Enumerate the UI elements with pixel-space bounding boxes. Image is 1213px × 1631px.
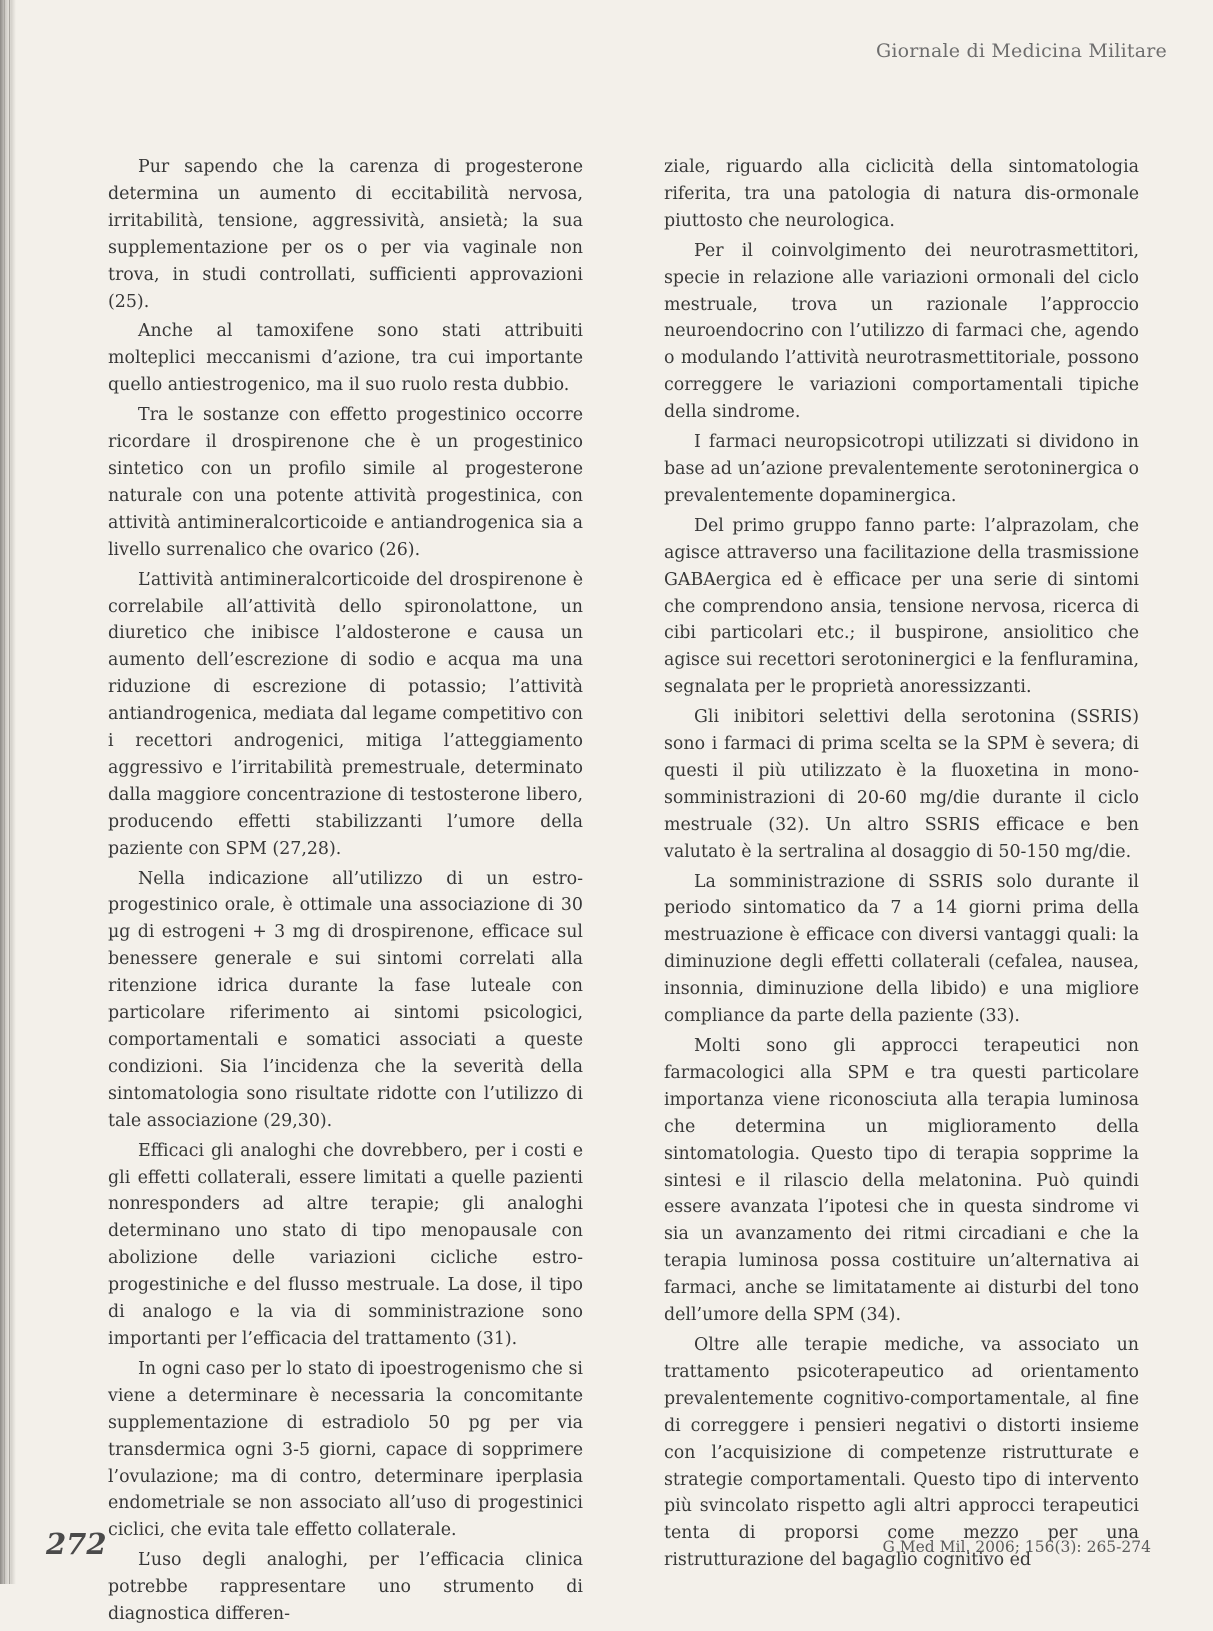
page-number: 272 xyxy=(46,1527,107,1561)
paragraph: Gli inibitori selettivi della serotonina (SSRIS) sono i farmaci di prima scelta se la SPM è severa; di questi il più utilizzato è la fluoxetina in mono-somministrazioni di 20-60 mg/die durante il ciclo mestruale (32). Un altro SSRIS efficace e ben valutato è la sertralina al dosaggio di 50-150 mg/die. xyxy=(664,707,1139,862)
right-column xyxy=(664,154,1139,1577)
paragraph: Anche al tamoxifene sono stati attribuiti molteplici meccanismi d’azione, tra cui importante quello antiestrogenico, ma il suo ruolo resta dubbio. xyxy=(108,321,583,396)
paragraph: Del primo gruppo fanno parte: l’alprazolam, che agisce attraverso una facilitazione della trasmissione GABAergica ed è efficace per una serie di sintomi che comprendono ansia, tensione nervosa, ricerca di cibi particolari etc.; il buspirone, ansiolitico che agisce sui recettori serotoninergici e la fenfluramina, segnalata per le proprietà anoressizzanti. xyxy=(664,515,1139,698)
paragraph: Pur sapendo che la carenza di progesterone determina un aumento di eccitabilità nervosa, irritabilità, tensione, aggressività, ansietà; la sua supplementazione per os o per via vaginale non trova, in studi controllati, sufficienti approvazioni (25). xyxy=(108,157,583,312)
binding-line xyxy=(9,0,10,1584)
paragraph: L’attività antimineralcorticoide del drospirenone è correlabile all’attività dello spironolattone, un diuretico che inibisce l’aldosterone e causa un aumento dell’escrezione di sodio e acqua ma una riduzione di escrezione di potassio; l’attività antiandrogenica, mediata dal legame competitivo con i recettori androgenici, mitiga l’atteggiamento aggressivo e l’irritabilità premestruale, determinato dalla maggiore concentrazione di testosterone libero, producendo effetti stabilizzanti l’umore della paziente con SPM (27,28). xyxy=(108,569,583,859)
paragraph-continuation: ziale, riguardo alla ciclicità della sintomatologia riferita, tra una patologia di natura dis-ormonale piuttosto che neurologica. xyxy=(664,157,1139,231)
paragraph: In ogni caso per lo stato di ipoestrogenismo che si viene a determinare è necessaria la concomitante supplementazione di estradiolo 50 pg per via transdermica ogni 3-5 giorni, capace di sopprimere l’ovulazione; ma di contro, determinare iperplasia endometriale se non associato all’uso di progestinici ciclici, che evita tale effetto collaterale. xyxy=(108,1358,583,1541)
left-column xyxy=(108,154,583,1631)
paragraph: La somministrazione di SSRIS solo durante il periodo sintomatico da 7 a 14 giorni prima della mestruazione è efficace con diversi vantaggi quali: la diminuzione degli effetti collaterali (cefalea, nausea, insonnia, diminuzione della libido) e una migliore compliance da parte della paziente (33). xyxy=(664,871,1139,1027)
paragraph: Tra le sostanze con effetto progestinico occorre ricordare il drospirenone che è un progestinico sintetico con un profilo simile al progesterone naturale con una potente attività progestinica, con attività antimineralcorticoide e antiandrogenica sia a livello surrenalico che ovarico (26). xyxy=(108,405,583,560)
journal-citation: G Med Mil. 2006; 156(3): 265-274 xyxy=(882,1538,1151,1556)
paragraph: Nella indicazione all’utilizzo di un estro-progestinico orale, è ottimale una associazione di 30 µg di estrogeni + 3 mg di drospirenone, efficace sul benessere generale e sui sintomi correlati alla ritenzione idrica durante la fase luteale con particolare riferimento ai sintomi psicologici, comportamentali e somatici associati a queste condizioni. Sia l’incidenza che la severità della sintomatologia sono risultate ridotte con l’utilizzo di tale associazione (29,30). xyxy=(108,868,583,1131)
page-binding-edge xyxy=(0,0,16,1584)
paragraph: I farmaci neuropsicotropi utilizzati si dividono in base ad un’azione prevalentemente serotoninergica o prevalentemente dopaminergica. xyxy=(664,432,1139,506)
paragraph: Per il coinvolgimento dei neurotrasmettitori, specie in relazione alle variazioni ormonali del ciclo mestruale, trova un razionale l’approccio neuroendocrino con l’utilizzo di farmaci che, agendo o modulando l’attività neurotrasmettitoriale, possono correggere le variazioni comportamentali tipiche della sindrome. xyxy=(664,240,1139,423)
running-head: Giornale di Medicina Militare xyxy=(875,40,1167,62)
paragraph: Oltre alle terapie mediche, va associato un trattamento psicoterapeutico ad orientamento prevalentemente cognitivo-comportamentale, al fine di correggere i pensieri negativi o distorti insieme con l’acquisizione di competenze ristrutturate e strategie comportamentali. Questo tipo di intervento più svincolato rispetto agli altri approcci terapeutici tenta di proporsi come mezzo per una ristrutturazione del bagaglio cognitivo ed xyxy=(664,1334,1139,1571)
paragraph: Molti sono gli approcci terapeutici non farmacologici alla SPM e tra questi particolare importanza viene riconosciuta alla terapia luminosa che determina un miglioramento della sintomatologia. Questo tipo di terapia sopprime la sintesi e il rilascio della melatonina. Può quindi essere avanzata l’ipotesi che in questa sindrome vi sia un avanzamento dei ritmi circadiani e che la terapia luminosa possa costituire un’alternativa ai farmaci, anche se limitatamente ai disturbi del tono dell’umore della SPM (34). xyxy=(664,1036,1139,1326)
binding-line xyxy=(4,0,5,1584)
paragraph: Efficaci gli analoghi che dovrebbero, per i costi e gli effetti collaterali, essere limitati a quelle pazienti nonresponders ad altre terapie; gli analoghi determinano uno stato di tipo menopausale con abolizione delle variazioni cicliche estro-progestiniche e del flusso mestruale. La dose, il tipo di analogo e la via di somministrazione sono importanti per l’efficacia del trattamento (31). xyxy=(108,1140,583,1349)
paragraph: L’uso degli analoghi, per l’efficacia clinica potrebbe rappresentare uno strumento di diagnostica differen- xyxy=(108,1550,583,1625)
